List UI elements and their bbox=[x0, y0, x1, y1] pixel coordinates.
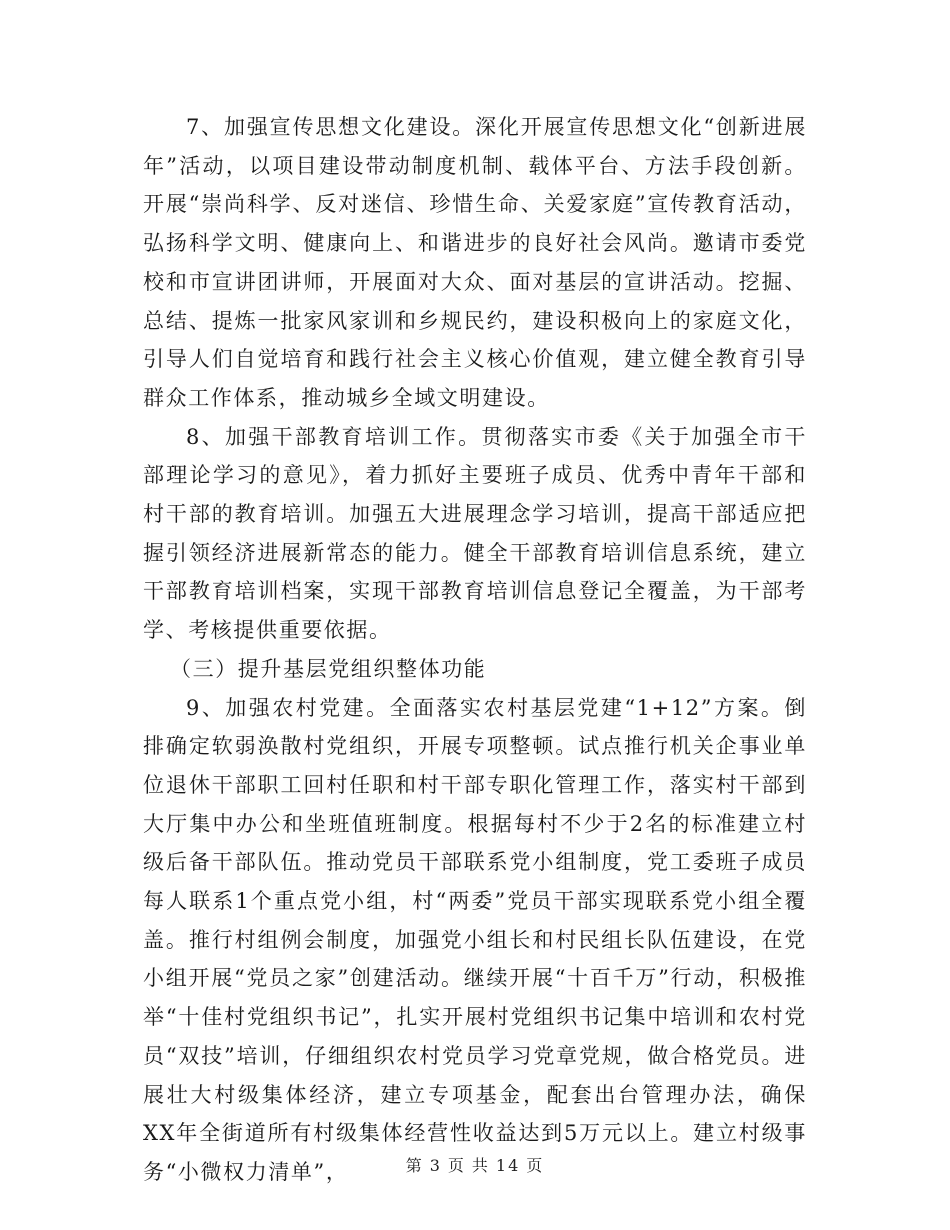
document-body bbox=[143, 108, 807, 1192]
paragraph-item-8: 8、加强干部教育培训工作。贯彻落实市委《关于加强全市干部理论学习的意见》，着力抓好主要班子成员、优秀中青年干部和村干部的教育培训。加强五大进展理念学习培训，提高干部适应把握引领经济进展新常态的能力。健全干部教育培训信息系统，建立干部教育培训档案，实现干部教育培训信息登记全覆盖，为干部考学、考核提供重要依据。 bbox=[143, 424, 807, 643]
footer-page-word: 页 bbox=[447, 1156, 466, 1175]
footer-current-page: 3 bbox=[429, 1156, 442, 1175]
page-footer bbox=[0, 1153, 950, 1176]
footer-total-word: 共 bbox=[471, 1156, 490, 1175]
footer-suffix: 页 bbox=[526, 1156, 545, 1175]
section-heading: （三）提升基层党组织整体功能 bbox=[170, 656, 487, 681]
footer-prefix: 第 bbox=[405, 1156, 424, 1175]
paragraph-item-7: 7、加强宣传思想文化建设。深化开展宣传思想文化“创新进展年”活动，以项目建设带动制度机制、载体平台、方法手段创新。开展“崇尚科学、反对迷信、珍惜生命、关爱家庭”宣传教育活动，弘扬科学文明、健康向上、和谐进步的良好社会风尚。邀请市委党校和市宣讲团讲师，开展面对大众、面对基层的宣讲活动。挖掘、总结、提炼一批家风家训和乡规民约，建设积极向上的家庭文化，引导人们自觉培育和践行社会主义核心价值观，建立健全教育引导群众工作体系，推动城乡全域文明建设。 bbox=[143, 115, 807, 410]
paragraph-item-9: 9、加强农村党建。全面落实农村基层党建“1+12”方案。倒排确定软弱涣散村党组织，开展专项整顿。试点推行机关企事业单位退休干部职工回村任职和村干部专职化管理工作，落实村干部到大厅集中办公和坐班值班制度。根据每村不少于2名的标准建立村级后备干部队伍。推动党员干部联系党小组制度，党工委班子成员每人联系1个重点党小组，村“两委”党员干部实现联系党小组全覆盖。推行村组例会制度，加强党小组长和村民组长队伍建设，在党小组开展“党员之家”创建活动。继续开展“十百千万”行动，积极推举“十佳村党组织书记”，扎实开展村党组织书记集中培训和农村党员“双技”培训，仔细组织农村党员学习党章党规，做合格党员。进展壮大村级集体经济，建立专项基金，配套出台管理办法，确保XX年全街道所有村级集体经营性收益达到5万元以上。建立村级事务“小微权力清单”， bbox=[143, 695, 807, 1184]
footer-total-pages: 14 bbox=[495, 1156, 521, 1175]
